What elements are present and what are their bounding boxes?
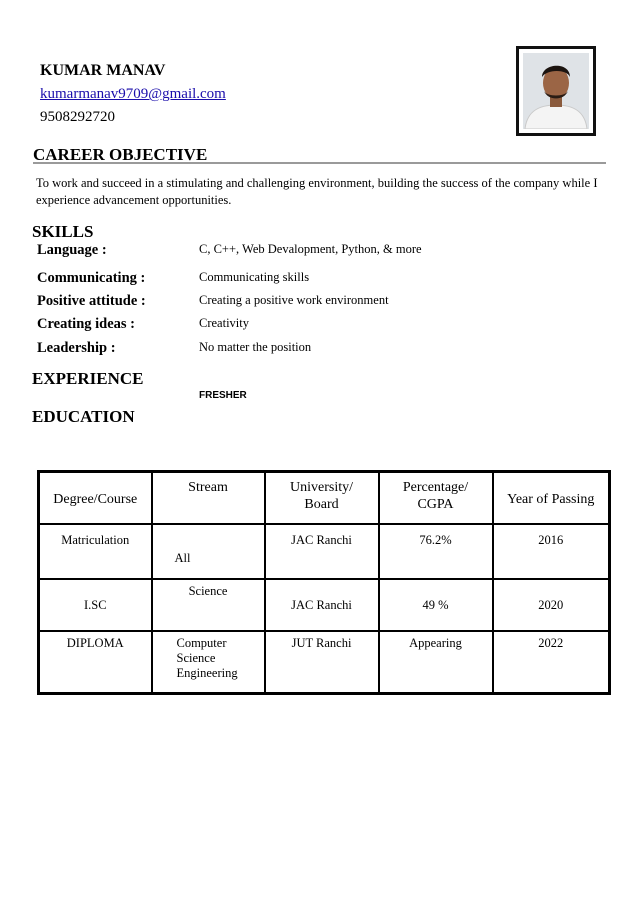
- education-heading: EDUCATION: [32, 407, 135, 426]
- table-cell: Computer Science Engineering: [152, 631, 265, 694]
- table-cell: I.SC: [39, 579, 152, 631]
- column-header: Stream: [152, 472, 265, 525]
- table-cell: JAC Ranchi: [265, 524, 379, 579]
- skill-label: Language :: [37, 242, 107, 258]
- table-cell: 76.2%: [379, 524, 493, 579]
- column-header: Percentage/ CGPA: [379, 472, 493, 525]
- skill-value: No matter the position: [199, 340, 312, 354]
- person-portrait-icon: [523, 53, 589, 129]
- skill-label: Communicating :: [37, 270, 146, 286]
- table-cell: 49 %: [379, 579, 493, 631]
- table-cell: 2022: [493, 631, 610, 694]
- skill-label: Positive attitude :: [37, 293, 146, 309]
- skill-value: Communicating skills: [199, 270, 310, 284]
- table-cell: DIPLOMA: [39, 631, 152, 694]
- column-header: Year of Passing: [493, 472, 610, 525]
- skill-value: Creativity: [199, 316, 249, 330]
- education-table: [37, 470, 611, 695]
- table-row: [39, 579, 610, 631]
- phone-number: 9508292720: [40, 109, 115, 125]
- table-cell: Science: [152, 579, 265, 631]
- skills-heading: SKILLS: [32, 222, 94, 241]
- section-divider: [33, 162, 606, 164]
- table-cell: JUT Ranchi: [265, 631, 379, 694]
- column-header: University/ Board: [265, 472, 379, 525]
- profile-photo: [516, 46, 596, 136]
- career-objective-text: To work and succeed in a stimulating and challenging environment, building the success of the company while I experience advancement opportunities.: [36, 176, 598, 207]
- table-header-row: [39, 472, 610, 525]
- column-header: Degree/Course: [39, 472, 152, 525]
- skill-value: C, C++, Web Devalopment, Python, & more: [199, 242, 422, 256]
- table-cell: JAC Ranchi: [265, 579, 379, 631]
- candidate-name: KUMAR MANAV: [40, 62, 166, 79]
- skill-label: Leadership :: [37, 340, 116, 356]
- table-row: [39, 631, 610, 694]
- experience-heading: EXPERIENCE: [32, 369, 144, 388]
- experience-value: FRESHER: [199, 390, 247, 401]
- email-link[interactable]: kumarmanav9709@gmail.com: [40, 86, 226, 102]
- table-cell: All: [152, 524, 265, 579]
- table-cell: Appearing: [379, 631, 493, 694]
- table-cell: 2016: [493, 524, 610, 579]
- career-objective-heading: CAREER OBJECTIVE: [33, 145, 208, 164]
- table-row: [39, 524, 610, 579]
- skill-value: Creating a positive work environment: [199, 293, 389, 307]
- table-cell: 2020: [493, 579, 610, 631]
- skill-label: Creating ideas :: [37, 316, 136, 332]
- table-cell: Matriculation: [39, 524, 152, 579]
